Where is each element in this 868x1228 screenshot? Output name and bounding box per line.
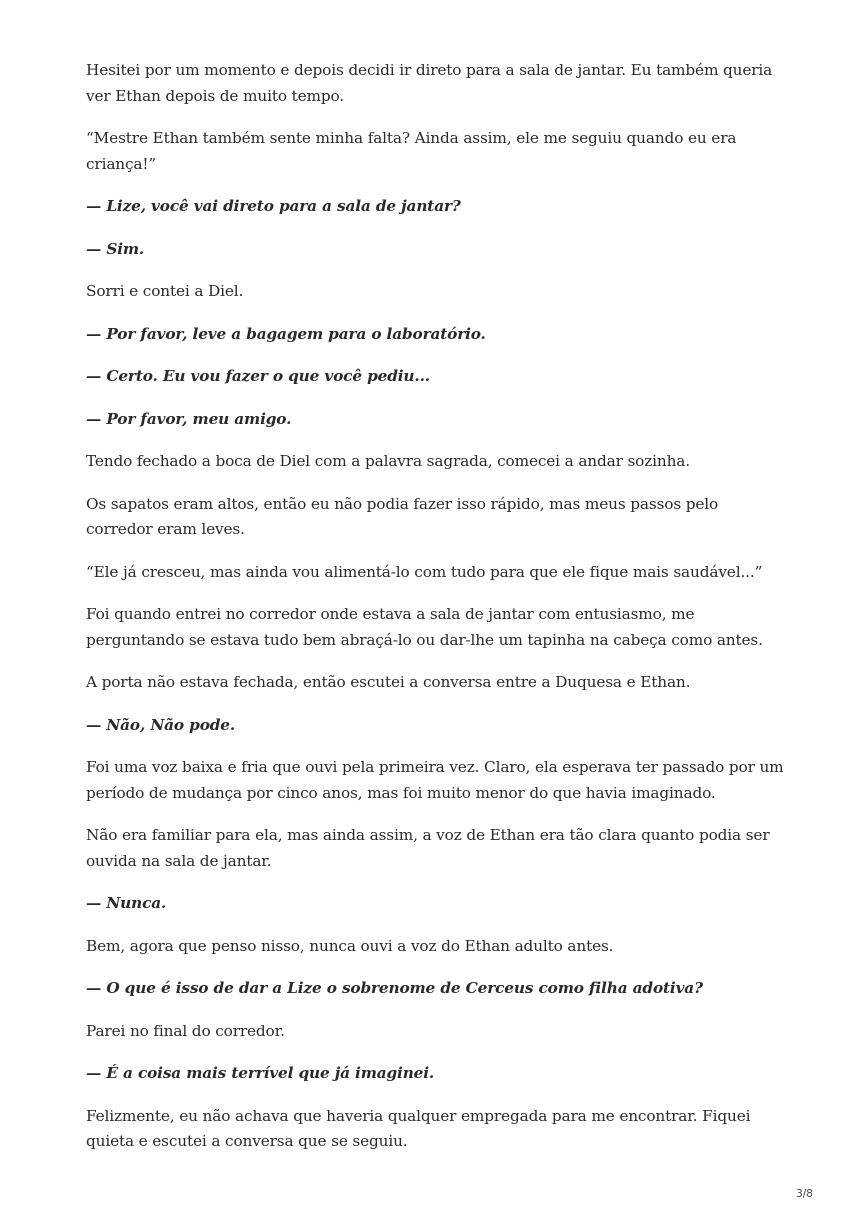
paragraph-2: “Mestre Ethan também sente minha falta? Ainda assim, ele me seguiu quando eu era criança!”: [86, 129, 737, 173]
dialogue-line-8: — O que é isso de dar a Lize o sobrenome de Cerceus como filha adotiva?: [86, 979, 703, 997]
dialogue-line-9: — É a coisa mais terrível que já imaginei.: [86, 1064, 435, 1082]
paragraph-12: Parei no final do corredor.: [86, 1021, 285, 1040]
paragraph-13: Felizmente, eu não achava que haveria qualquer empregada para me encontrar. Fiquei quieta e escutei a conversa que se seguiu.: [86, 1106, 751, 1150]
paragraph-11: Bem, agora que penso nisso, nunca ouvi a voz do Ethan adulto antes.: [86, 936, 614, 955]
paragraph-9: Foi uma voz baixa e fria que ouvi pela primeira vez. Claro, ela esperava ter passado por um período de mudança por cinco anos, mas foi muito menor do que havia imaginado.: [86, 758, 784, 802]
dialogue-line-3: — Por favor, leve a bagagem para o laboratório.: [86, 324, 486, 343]
dialogue-line-2: — Sim.: [86, 239, 145, 258]
paragraph-8: A porta não estava fechada, então escutei a conversa entre a Duquesa e Ethan.: [86, 673, 691, 691]
dialogue-line-5: — Por favor, meu amigo.: [86, 409, 292, 428]
dialogue-line-1: — Lize, você vai direto para a sala de jantar?: [86, 197, 461, 215]
paragraph-4: Tendo fechado a boca de Diel com a palavra sagrada, comecei a andar sozinha.: [86, 452, 690, 470]
paragraph-10: Não era familiar para ela, mas ainda assim, a voz de Ethan era tão clara quanto podia ser ouvida na sala de jantar.: [86, 826, 770, 870]
paragraph-3: Sorri e contei a Diel.: [86, 282, 244, 300]
paragraph-1: Hesitei por um momento e depois decidi ir direto para a sala de jantar. Eu também queria ver Ethan depois de muito tempo.: [86, 61, 773, 105]
paragraph-6: “Ele já cresceu, mas ainda vou alimentá-lo com tudo para que ele fique mais saudável...”: [86, 562, 763, 581]
page-number: 3/8: [796, 1188, 813, 1200]
document-body: [86, 58, 786, 1172]
dialogue-line-6: — Não, Não pode.: [86, 715, 236, 734]
dialogue-line-7: — Nunca.: [86, 894, 167, 912]
paragraph-7: Foi quando entrei no corredor onde estava a sala de jantar com entusiasmo, me perguntando se estava tudo bem abraçá-lo ou dar-lhe um tapinha na cabeça como antes.: [86, 605, 763, 649]
paragraph-5: Os sapatos eram altos, então eu não podia fazer isso rápido, mas meus passos pelo corredor eram leves.: [86, 494, 719, 538]
dialogue-line-4: — Certo. Eu vou fazer o que você pediu...: [86, 367, 430, 385]
